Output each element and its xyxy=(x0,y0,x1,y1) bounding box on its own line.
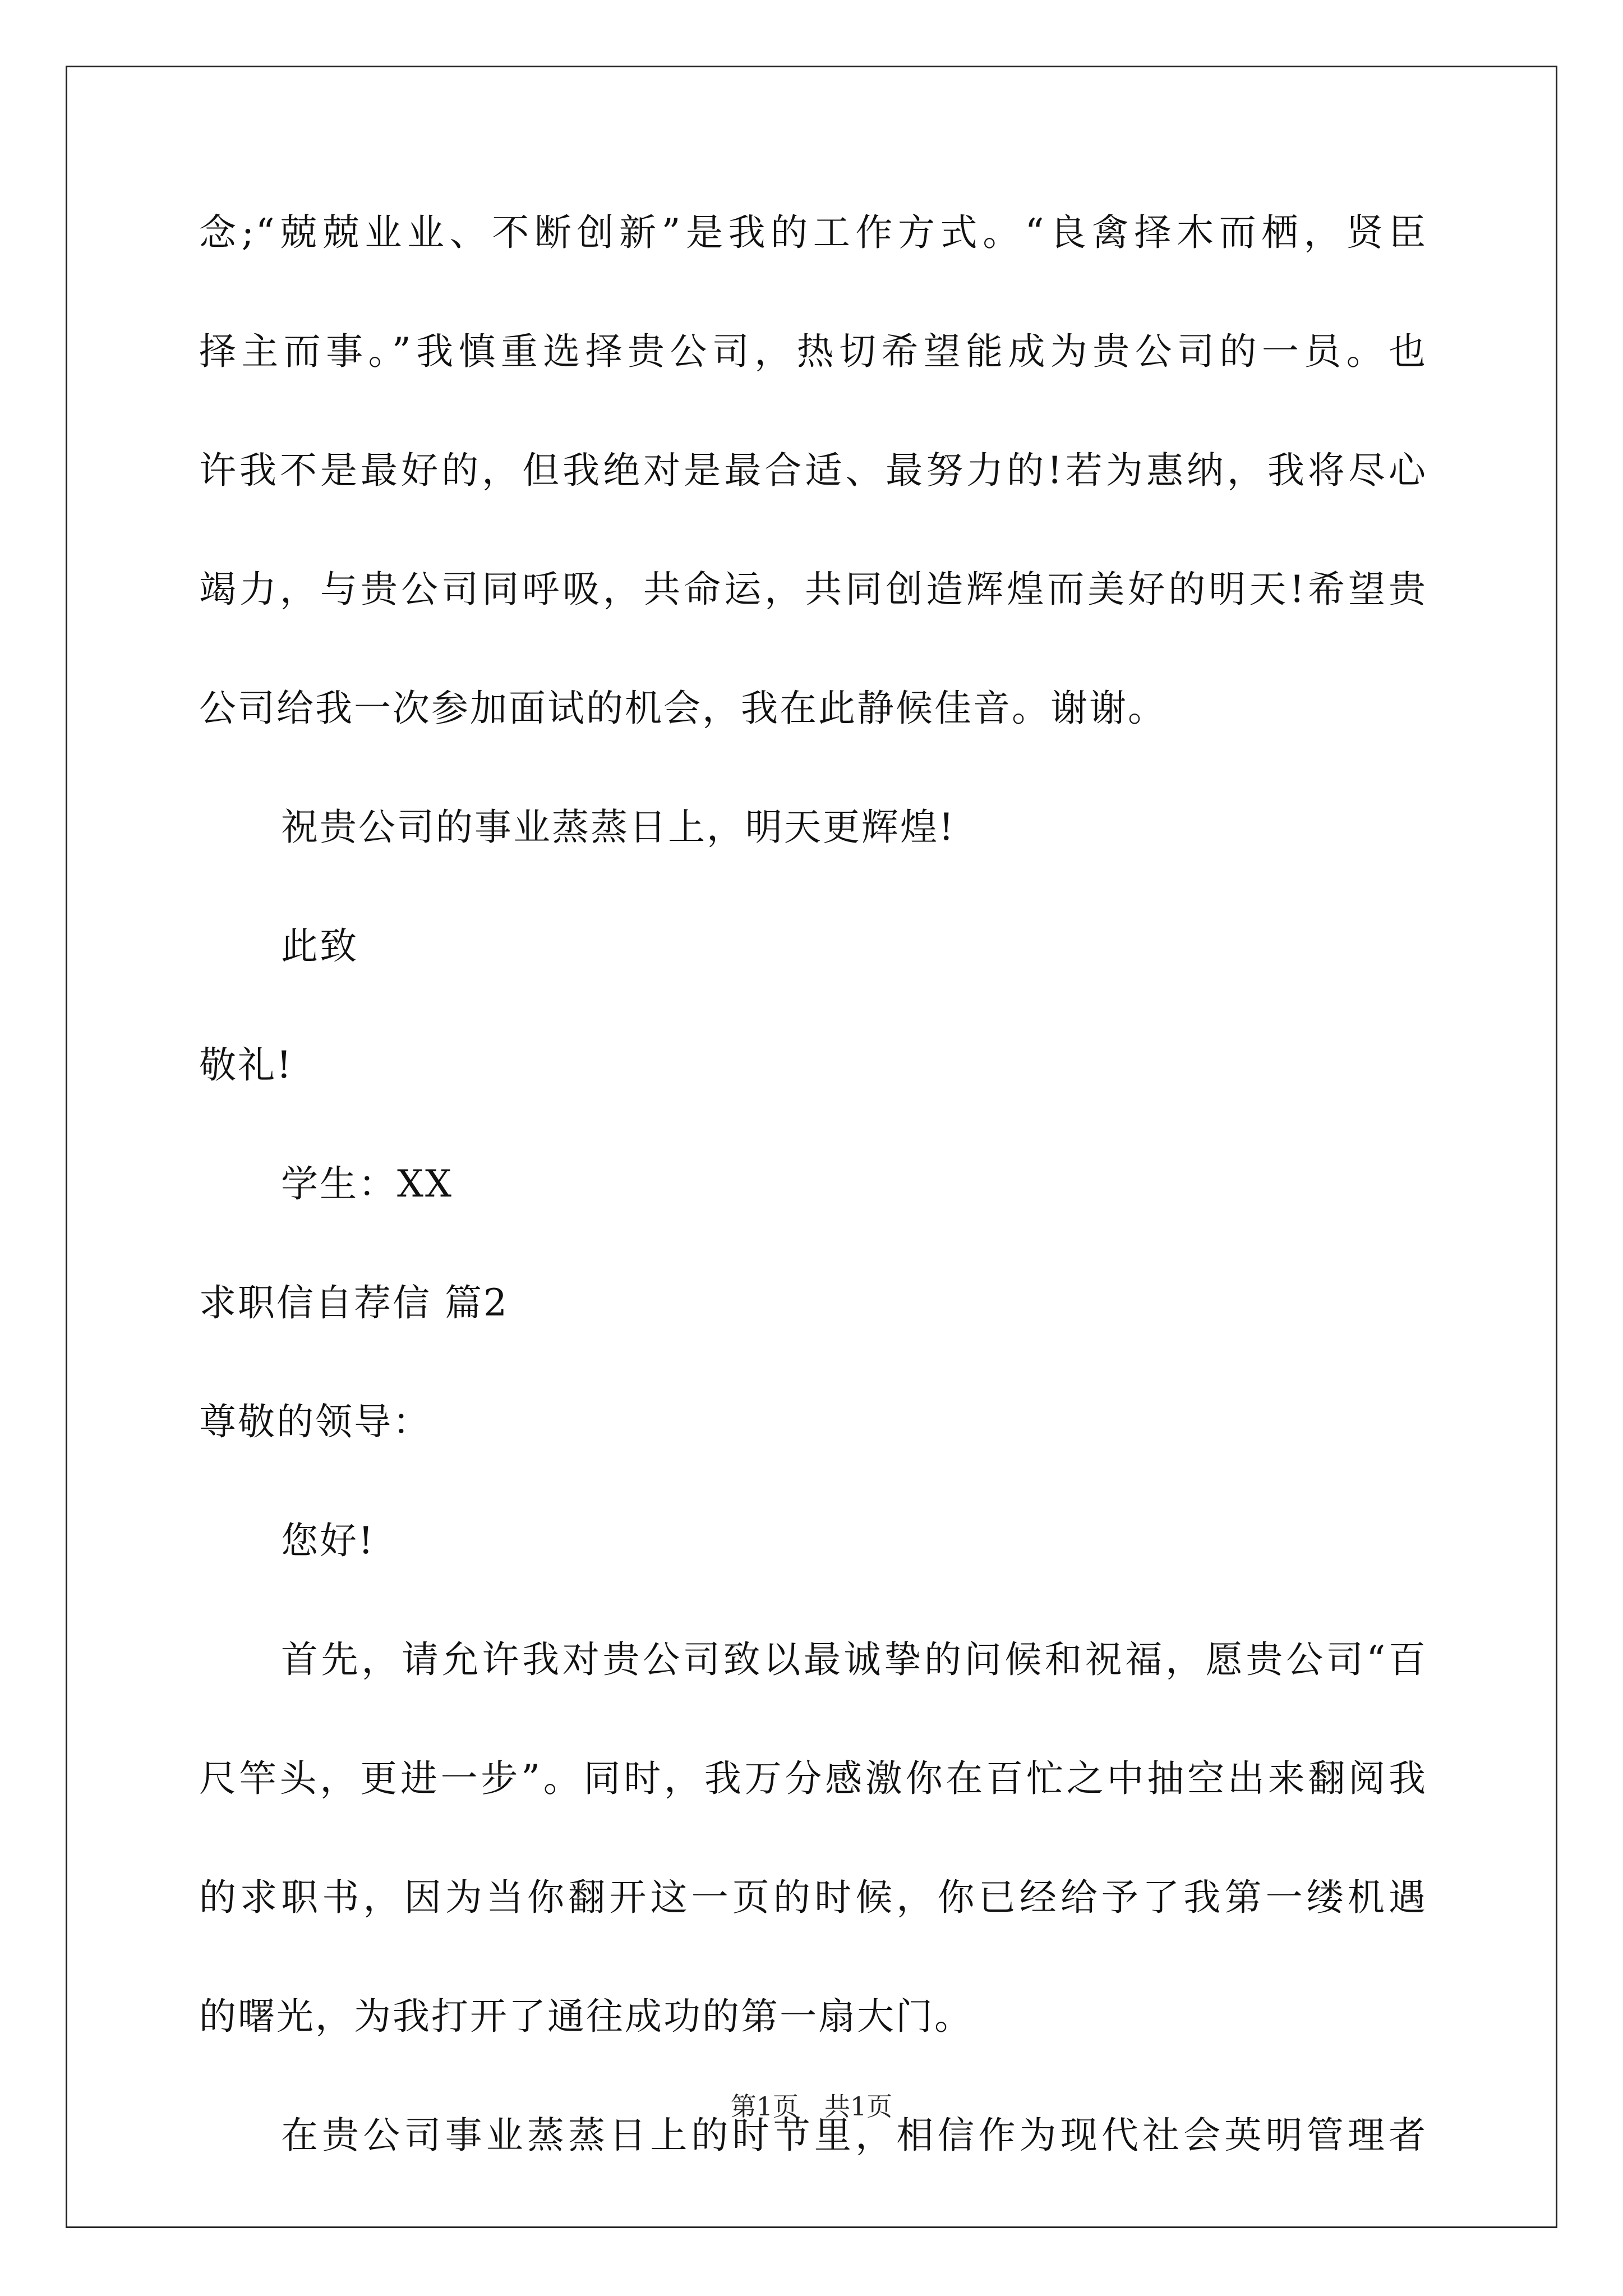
text-line: 许我不是最好的，但我绝对是最合适、最努力的!若为惠纳，我将尽心 xyxy=(199,449,1427,492)
greeting-line: 您好! xyxy=(281,1519,375,1562)
section-heading: 求职信自荐信 篇2 xyxy=(199,1281,509,1324)
text-line: 祝贵公司的事业蒸蒸日上，明天更辉煌! xyxy=(281,806,956,849)
text-line: 在贵公司事业蒸蒸日上的时节里，相信作为现代社会英明管理者 xyxy=(281,2114,1427,2157)
text-line: 公司给我一次参加面试的机会，我在此静候佳音。谢谢。 xyxy=(199,687,1166,730)
text-line: 的求职书，因为当你翻开这一页的时候，你已经给予了我第一缕机遇 xyxy=(199,1876,1427,1919)
signature-line: 学生：XX xyxy=(281,1162,453,1205)
text-line: 首先，请允许我对贵公司致以最诚挚的问候和祝福，愿贵公司“百 xyxy=(281,1638,1427,1681)
text-line: 尺竿头，更进一步”。同时，我万分感激你在百忙之中抽空出来翻阅我 xyxy=(199,1757,1427,1800)
greeting-line: 尊敬的领导： xyxy=(199,1400,431,1443)
salute-line: 敬礼! xyxy=(199,1043,293,1087)
page-number: 第1页 共1页 xyxy=(730,2091,893,2122)
closing-line: 此致 xyxy=(281,924,358,968)
text-line: 竭力，与贵公司同呼吸，共命运，共同创造辉煌而美好的明天!希望贵 xyxy=(199,568,1427,611)
text-line: 择主而事。”我慎重选择贵公司，热切希望能成为贵公司的一员。也 xyxy=(199,330,1427,373)
text-line: 念;“兢兢业业、不断创新”是我的工作方式。“良禽择木而栖，贤臣 xyxy=(199,211,1427,254)
text-line: 的曙光，为我打开了通往成功的第一扇大门。 xyxy=(199,1995,973,2038)
